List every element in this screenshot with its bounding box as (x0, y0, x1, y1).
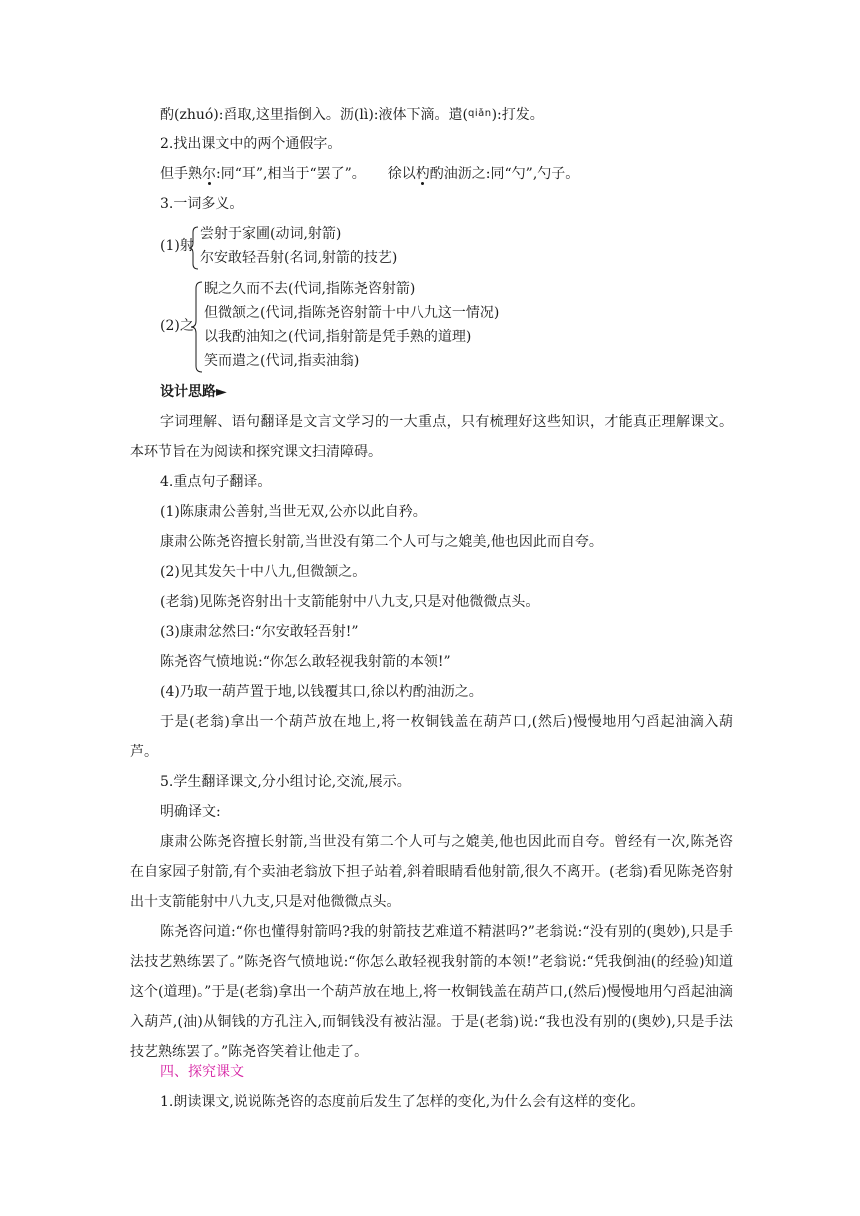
sentence-3-translation: 陈尧咨气愤地说:“你怎么敢轻视我射箭的本领!” (160, 654, 451, 670)
translation-heading: 4.重点句子翻译。 (160, 474, 272, 490)
polysemy-item: 睨之久而不去(代词,指陈尧咨射箭) (204, 281, 416, 297)
tongjiazi-line (160, 164, 760, 184)
polysemy-item: 尝射于家圃(动词,射箭) (200, 226, 342, 242)
polysemy-items-zhi (204, 279, 499, 375)
question-1: 1.朗读课文,说说陈尧咨的态度前后发生了怎样的变化,为什么会有这样的变化。 (160, 1094, 645, 1110)
polysemy-items-she (200, 224, 397, 272)
polysemy-heading: 3.一词多义。 (160, 196, 244, 212)
sentence-1: (1)陈康肃公善射,当世无双,公亦以此自矜。 (160, 504, 427, 520)
tongjiazi-heading: 2.找出课文中的两个通假字。 (160, 136, 342, 152)
pinyin-qian: qiǎn (468, 108, 492, 119)
brace-icon (188, 226, 200, 270)
tongjiazi-b-char: 杓 (415, 166, 430, 182)
sentence-4-translation: 于是(老翁)拿出一个葫芦放在地上,将一枚铜钱盖在葫芦口,(然后)慢慢地用勺舀起油滴入葫芦。 (130, 714, 733, 760)
clarify-label: 明确译文: (160, 804, 221, 820)
section-heading-explore: 四、探究课文 (160, 1064, 244, 1080)
sentence-3: (3)康肃忿然曰:“尔安敢轻吾射!” (160, 624, 359, 640)
sentence-4: (4)乃取一葫芦置于地,以钱覆其口,徐以杓酌油沥之。 (160, 684, 483, 700)
sentence-1-translation: 康肃公陈尧咨擅长射箭,当世没有第二个人可与之媲美,他也因此而自夸。 (160, 534, 603, 550)
translation-paragraph-2: 陈尧咨问道:“你也懂得射箭吗?我的射箭技艺难道不精湛吗?”老翁说:“没有别的(奥妙),只是手法技艺熟练罢了。”陈尧咨气愤地说:“你怎么敢轻视我射箭的本领!”老翁说:“凭我倒油(的经验)知道这个(道理)。”于是(老翁)拿出一个葫芦放在地上,将一枚铜钱盖在葫芦口,(然后)慢慢地用勺舀起油滴入葫芦,(油)从铜钱的方孔注入,而铜钱没有被沾湿。于是(老翁)说:“我也没有别的(奥妙),只是手法技艺熟练罢了。”陈尧咨笑着让他走了。 (130, 924, 733, 1060)
sentence-2: (2)见其发矢十中八九,但微颔之。 (160, 564, 367, 580)
tongjiazi-b-post: 酌油沥之:同“勺”,勺子。 (429, 166, 580, 182)
polysemy-word-she: (1)射 (160, 238, 194, 254)
polysemy-item: 笑而遣之(代词,指卖油翁) (204, 353, 360, 369)
polysemy-item: 尔安敢轻吾射(名词,射箭的技艺) (200, 250, 398, 266)
tongjiazi-a-char: 尔 (202, 166, 216, 182)
tongjiazi-a-post: :同“耳”,相当于“罢了”。 (216, 166, 366, 182)
polysemy-word-zhi: (2)之 (160, 318, 194, 334)
annotation-text: 酌(zhuó):舀取,这里指倒入。沥(lì):液体下滴。遣( (160, 107, 468, 123)
design-heading: 设计思路► (160, 384, 227, 400)
translation-paragraph-1: 康肃公陈尧咨擅长射箭,当世没有第二个人可与之媲美,他也因此而自夸。曾经有一次,陈尧咨在自家园子射箭,有个卖油老翁放下担子站着,斜着眼睛看他射箭,很久不离开。(老翁)看见陈尧咨射出十支箭能射中八九支,只是对他微微点头。 (130, 834, 733, 910)
tongjiazi-a-pre: 但手熟 (160, 166, 202, 182)
task-5: 5.学生翻译课文,分小组讨论,交流,展示。 (160, 774, 411, 790)
tongjiazi-b-pre: 徐以 (387, 166, 416, 182)
annotation-text-end: ):打发。 (491, 107, 544, 123)
brace-icon (190, 281, 204, 373)
design-paragraph: 字词理解、语句翻译是文言文学习的一大重点，只有梳理好这些知识，才能真正理解课文。本环节旨在为阅读和探究课文扫清障碍。 (130, 414, 733, 460)
annotation-line (160, 104, 760, 125)
polysemy-item: 但微颔之(代词,指陈尧咨射箭十中八九这一情况) (204, 305, 500, 321)
polysemy-item: 以我酌油知之(代词,指射箭是凭手熟的道理) (204, 329, 472, 345)
sentence-2-translation: (老翁)见陈尧咨射出十支箭能射中八九支,只是对他微微点头。 (160, 594, 540, 610)
